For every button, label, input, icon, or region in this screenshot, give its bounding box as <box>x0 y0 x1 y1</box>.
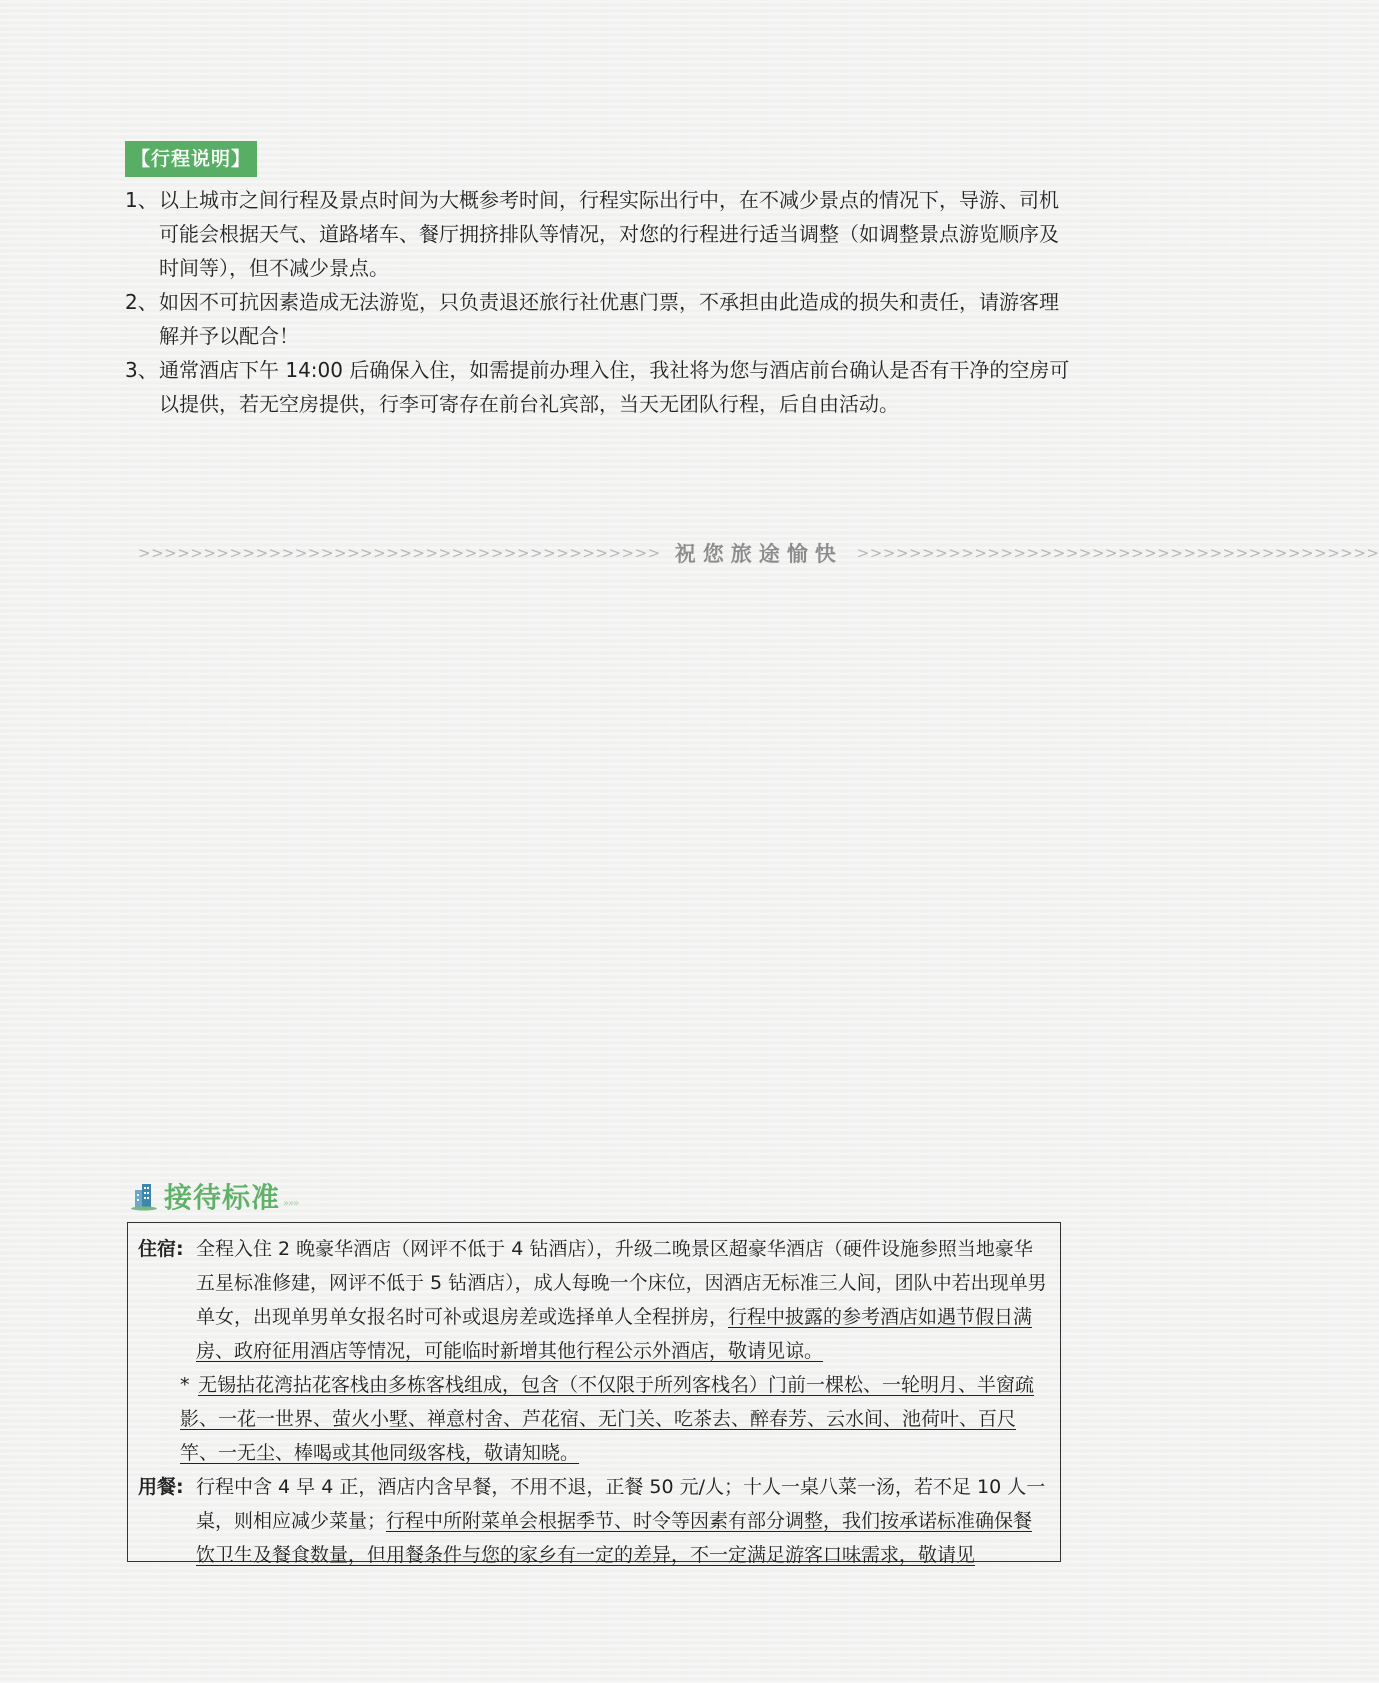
item-text: 以上城市之间行程及景点时间为大概参考时间，行程实际出行中，在不减少景点的情况下，导游、司机可能会根据天气、道路堵车、餐厅拥挤排队等情况，对您的行程进行适当调整（如调整景点游览顺序及时间等），但不减少景点。 <box>159 188 1059 280</box>
item-number: 3、 <box>125 358 158 382</box>
list-item <box>125 285 1070 353</box>
title-arrows-decoration: »»» <box>283 1197 299 1209</box>
meals-text: 行程中含 4 早 4 正，酒店内含早餐，不用不退，正餐 50 元/人；十人一桌八菜一汤，若不足 10 人一桌，则相应减少菜量； <box>196 1476 1046 1532</box>
reception-standard-heading <box>130 1176 298 1216</box>
lodging-label: 住宿: <box>138 1238 184 1260</box>
itinerary-notes-list <box>125 183 1070 421</box>
lodging-text: 全程入住 2 晚豪华酒店（网评不低于 4 钻酒店），升级二晚景区超豪华酒店（硬件设施参照当地豪华五星标准修建，网评不低于 5 钻酒店），成人每晚一个床位，因酒店无标准三人间，团队中若出现单男单女，出现单男单女报名时可补或退房差或选择单人全程拼房， <box>196 1238 1047 1328</box>
meals-underlined-text: 行程中所附菜单会根据季节、时令等因素有部分调整，我们按承诺标准确保餐饮卫生及餐食数量，但用餐条件与您的家乡有一定的差异，不一定满足游客口味需求，敬请见 <box>196 1510 1033 1566</box>
note-star: * <box>180 1374 190 1396</box>
meals-body <box>196 1470 1050 1572</box>
list-item <box>125 183 1070 285</box>
right-arrows-decoration: >>>>>>>>>>>>>>>>>>>>>>>>>>>>>>>>>>>>>>>> <box>138 544 661 562</box>
meals-label: 用餐: <box>138 1476 184 1498</box>
list-item <box>125 353 1070 421</box>
item-text: 通常酒店下午 14:00 后确保入住，如需提前办理入住，我社将为您与酒店前台确认是否有干净的空房可以提供，若无空房提供，行李可寄存在前台礼宾部，当天无团队行程，后自由活动。 <box>159 358 1070 416</box>
wish-text: 祝您旅途愉快 <box>674 542 843 566</box>
building-icon <box>130 1181 158 1211</box>
item-text: 如因不可抗因素造成无法游览，只负责退还旅行社优惠门票，不承担由此造成的损失和责任，请游客理解并予以配合！ <box>159 290 1059 348</box>
reception-standard-box <box>127 1222 1061 1566</box>
lodging-body <box>196 1232 1050 1368</box>
section-title: 接待标准 <box>164 1181 281 1214</box>
wish-divider <box>138 538 1379 568</box>
item-number: 2、 <box>125 290 158 314</box>
lodging-note <box>138 1368 1050 1470</box>
lodging-underlined-text: 行程中披露的参考酒店如遇节假日满房、政府征用酒店等情况，可能临时新增其他行程公示外酒店，敬请见谅。 <box>196 1306 1033 1362</box>
itinerary-notes-tag: 【行程说明】 <box>125 141 257 177</box>
left-arrows-decoration: <<<<<<<<<<<<<<<<<<<<<<<<<<<<<<<<<<<<<<<< <box>856 544 1379 562</box>
meals-paragraph <box>138 1470 1050 1572</box>
item-number: 1、 <box>125 188 158 212</box>
note-text: 无锡拈花湾拈花客栈由多栋客栈组成，包含（不仅限于所列客栈名）门前一棵松、一轮明月、半窗疏影、一花一世界、萤火小墅、禅意村舍、芦花宿、无门关、吃茶去、醉春芳、云水间、池荷叶、百尺竿、一无尘、棒喝或其他同级客栈，敬请知晓。 <box>180 1374 1035 1464</box>
lodging-paragraph <box>138 1232 1050 1368</box>
